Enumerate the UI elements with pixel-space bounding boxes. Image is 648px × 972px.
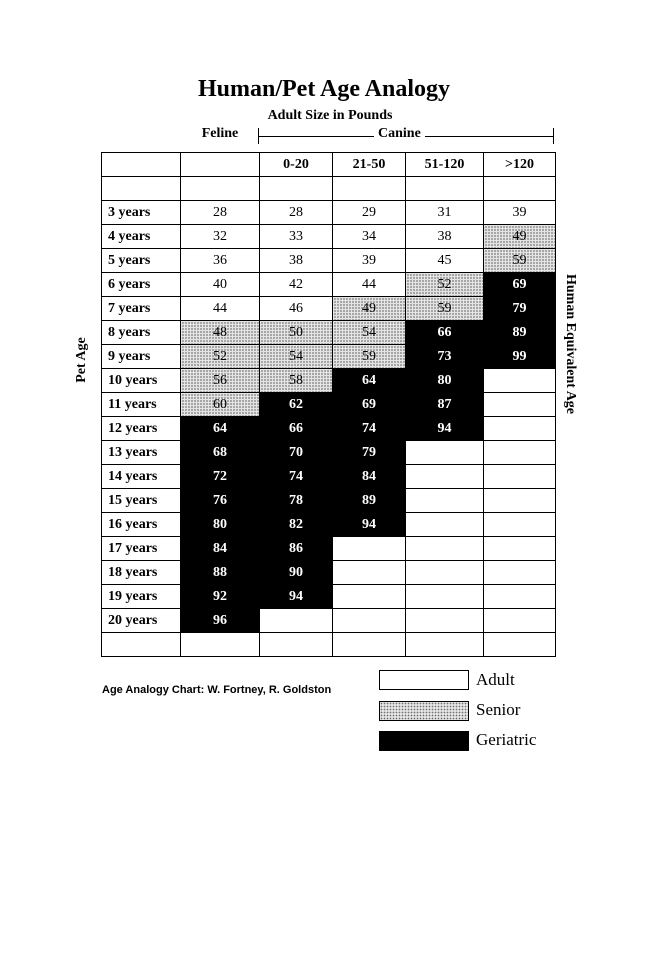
table-row	[102, 609, 556, 633]
age-cell-adult	[406, 513, 484, 537]
age-cell-adult	[333, 609, 406, 633]
empty-cell	[406, 633, 484, 657]
table-row	[102, 297, 556, 321]
pet-age-label-cell: 8 years	[102, 321, 181, 345]
age-cell-adult: 39	[484, 201, 556, 225]
legend-geriatric-swatch	[379, 731, 469, 751]
age-cell-adult: 36	[181, 249, 260, 273]
column-header	[102, 153, 181, 177]
pet-age-axis-label: Pet Age	[74, 337, 89, 383]
age-cell-adult: 31	[406, 201, 484, 225]
age-cell-geriatric: 68	[181, 441, 260, 465]
age-cell-geriatric: 78	[260, 489, 333, 513]
age-cell-geriatric: 79	[484, 297, 556, 321]
age-cell-adult	[333, 537, 406, 561]
age-cell-adult: 39	[333, 249, 406, 273]
age-cell-senior: 56	[181, 369, 260, 393]
human-equivalent-axis-label: Human Equivalent Age	[563, 273, 578, 415]
age-cell-adult	[484, 465, 556, 489]
age-cell-adult: 28	[181, 201, 260, 225]
pet-age-label-cell: 18 years	[102, 561, 181, 585]
pet-age-label-cell: 20 years	[102, 609, 181, 633]
age-cell-adult	[406, 585, 484, 609]
table-row	[102, 225, 556, 249]
legend-senior-label: Senior	[476, 700, 521, 719]
age-cell-adult: 38	[260, 249, 333, 273]
age-cell-adult	[484, 441, 556, 465]
pet-age-label-cell: 6 years	[102, 273, 181, 297]
age-cell-adult: 29	[333, 201, 406, 225]
age-cell-adult	[406, 537, 484, 561]
table-row	[102, 489, 556, 513]
age-cell-adult	[484, 417, 556, 441]
age-cell-geriatric: 87	[406, 393, 484, 417]
legend-geriatric-label: Geriatric	[476, 730, 537, 749]
pet-age-label-cell: 3 years	[102, 201, 181, 225]
age-cell-geriatric: 96	[181, 609, 260, 633]
age-cell-geriatric: 89	[484, 321, 556, 345]
column-header: 0-20	[260, 153, 333, 177]
table-row	[102, 321, 556, 345]
age-cell-geriatric: 90	[260, 561, 333, 585]
table-row	[102, 369, 556, 393]
age-cell-senior: 49	[484, 225, 556, 249]
header-row	[102, 153, 556, 177]
age-cell-senior: 58	[260, 369, 333, 393]
table-row	[102, 249, 556, 273]
table-row	[102, 561, 556, 585]
empty-cell	[333, 177, 406, 201]
age-cell-geriatric: 80	[406, 369, 484, 393]
age-cell-geriatric: 74	[333, 417, 406, 441]
age-cell-senior: 49	[333, 297, 406, 321]
table-row	[102, 417, 556, 441]
pet-age-label-cell: 16 years	[102, 513, 181, 537]
table-row	[102, 273, 556, 297]
age-cell-senior: 48	[181, 321, 260, 345]
table-row	[102, 585, 556, 609]
pet-age-label-cell: 11 years	[102, 393, 181, 417]
legend-senior-swatch	[379, 701, 469, 721]
age-cell-adult: 32	[181, 225, 260, 249]
age-cell-geriatric: 74	[260, 465, 333, 489]
age-cell-adult: 34	[333, 225, 406, 249]
age-cell-geriatric: 84	[333, 465, 406, 489]
age-cell-adult	[260, 609, 333, 633]
age-cell-adult	[406, 561, 484, 585]
age-cell-adult: 46	[260, 297, 333, 321]
age-cell-senior: 59	[406, 297, 484, 321]
age-cell-senior: 59	[333, 345, 406, 369]
age-cell-adult	[333, 585, 406, 609]
age-cell-geriatric: 80	[181, 513, 260, 537]
age-cell-geriatric: 76	[181, 489, 260, 513]
feline-group-label: Feline	[201, 126, 239, 141]
age-cell-geriatric: 70	[260, 441, 333, 465]
age-cell-geriatric: 79	[333, 441, 406, 465]
age-cell-senior: 60	[181, 393, 260, 417]
table-row	[102, 345, 556, 369]
pet-age-label-cell: 9 years	[102, 345, 181, 369]
age-cell-adult: 28	[260, 201, 333, 225]
empty-cell	[102, 177, 181, 201]
pet-age-label-cell: 5 years	[102, 249, 181, 273]
age-cell-senior: 52	[406, 273, 484, 297]
table-row	[102, 513, 556, 537]
age-cell-adult: 40	[181, 273, 260, 297]
age-cell-geriatric: 89	[333, 489, 406, 513]
age-cell-adult	[406, 489, 484, 513]
age-cell-geriatric: 86	[260, 537, 333, 561]
age-cell-senior: 54	[260, 345, 333, 369]
age-cell-adult: 44	[333, 273, 406, 297]
age-cell-adult	[484, 393, 556, 417]
empty-cell	[484, 633, 556, 657]
pet-age-label-cell: 17 years	[102, 537, 181, 561]
age-cell-geriatric: 62	[260, 393, 333, 417]
table-row	[102, 441, 556, 465]
age-cell-adult: 45	[406, 249, 484, 273]
age-cell-senior: 50	[260, 321, 333, 345]
pet-age-label-cell: 12 years	[102, 417, 181, 441]
age-cell-geriatric: 94	[406, 417, 484, 441]
age-cell-adult	[484, 513, 556, 537]
pet-age-label-cell: 19 years	[102, 585, 181, 609]
table-row	[102, 201, 556, 225]
age-cell-adult	[333, 561, 406, 585]
age-cell-geriatric: 64	[333, 369, 406, 393]
age-cell-senior: 59	[484, 249, 556, 273]
empty-cell	[181, 177, 260, 201]
age-cell-geriatric: 82	[260, 513, 333, 537]
empty-cell	[102, 633, 181, 657]
empty-cell	[406, 177, 484, 201]
age-cell-geriatric: 66	[406, 321, 484, 345]
canine-group-label: Canine	[374, 126, 425, 142]
table-row	[102, 393, 556, 417]
table-row	[102, 465, 556, 489]
column-header: 21-50	[333, 153, 406, 177]
age-cell-geriatric: 69	[484, 273, 556, 297]
canine-bracket-right-tick	[553, 128, 554, 144]
empty-cell	[181, 633, 260, 657]
age-cell-geriatric: 99	[484, 345, 556, 369]
age-cell-adult: 33	[260, 225, 333, 249]
age-cell-adult	[406, 441, 484, 465]
size-axis-subtitle: Adult Size in Pounds	[267, 108, 393, 123]
column-header: >120	[484, 153, 556, 177]
pet-age-label-cell: 10 years	[102, 369, 181, 393]
age-cell-adult	[484, 489, 556, 513]
age-cell-adult	[484, 609, 556, 633]
age-cell-adult	[484, 585, 556, 609]
age-cell-senior: 52	[181, 345, 260, 369]
age-cell-adult: 44	[181, 297, 260, 321]
empty-cell	[333, 633, 406, 657]
pet-age-label-cell: 14 years	[102, 465, 181, 489]
table-row	[102, 537, 556, 561]
chart-credit: Age Analogy Chart: W. Fortney, R. Goldston	[102, 684, 332, 696]
age-cell-geriatric: 73	[406, 345, 484, 369]
age-cell-geriatric: 64	[181, 417, 260, 441]
pet-age-label-cell: 4 years	[102, 225, 181, 249]
age-cell-adult	[484, 537, 556, 561]
age-analogy-table	[101, 152, 556, 657]
age-cell-adult	[484, 369, 556, 393]
legend-adult-label: Adult	[476, 670, 515, 689]
age-cell-adult: 42	[260, 273, 333, 297]
chart-title: Human/Pet Age Analogy	[197, 76, 450, 102]
age-cell-adult: 38	[406, 225, 484, 249]
column-header: 51-120	[406, 153, 484, 177]
age-cell-geriatric: 84	[181, 537, 260, 561]
age-cell-geriatric: 94	[333, 513, 406, 537]
empty-cell	[260, 633, 333, 657]
age-cell-geriatric: 66	[260, 417, 333, 441]
age-cell-adult	[484, 561, 556, 585]
age-cell-geriatric: 94	[260, 585, 333, 609]
age-cell-geriatric: 92	[181, 585, 260, 609]
empty-cell	[484, 177, 556, 201]
age-cell-senior: 54	[333, 321, 406, 345]
pet-age-label-cell: 7 years	[102, 297, 181, 321]
age-cell-geriatric: 69	[333, 393, 406, 417]
pet-age-label-cell: 15 years	[102, 489, 181, 513]
age-cell-geriatric: 88	[181, 561, 260, 585]
age-cell-geriatric: 72	[181, 465, 260, 489]
empty-cell	[260, 177, 333, 201]
column-header	[181, 153, 260, 177]
age-cell-adult	[406, 465, 484, 489]
blank-row	[102, 177, 556, 201]
age-cell-adult	[406, 609, 484, 633]
pet-age-label-cell: 13 years	[102, 441, 181, 465]
blank-row	[102, 633, 556, 657]
legend-adult-swatch	[379, 670, 469, 690]
